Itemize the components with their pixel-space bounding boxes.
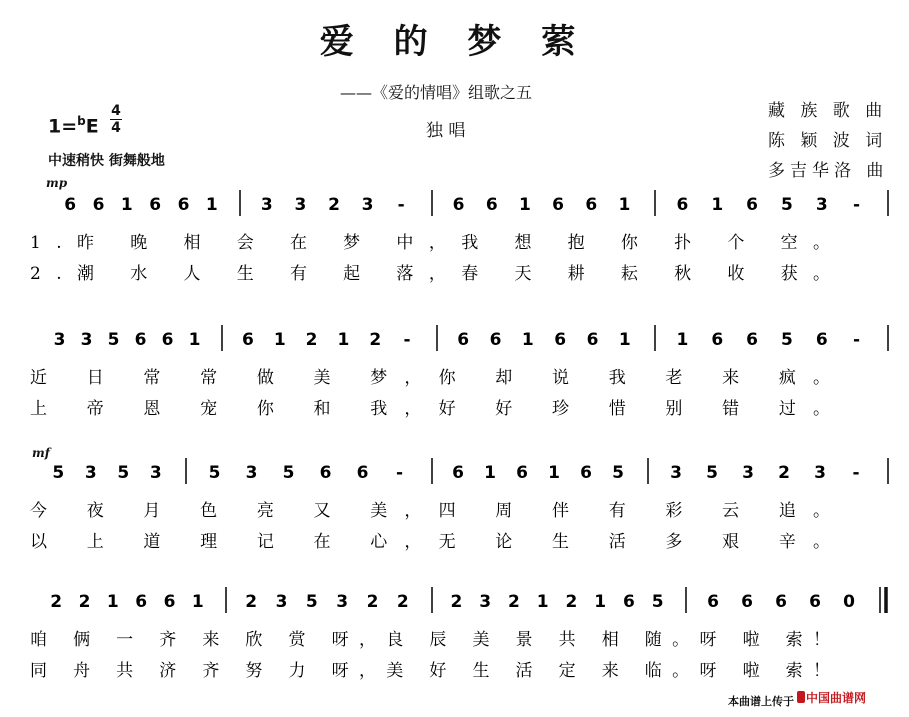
note-digit: 2 [565, 592, 578, 612]
note-digit: 5 [780, 330, 793, 350]
dynamic-mf: mf [32, 446, 50, 460]
flat-sign: b [77, 114, 86, 128]
note-digit: 1 [120, 195, 133, 215]
note-digit: 3 [294, 195, 307, 215]
credit-lyricist: 陈 颖 波 词 [768, 131, 888, 151]
credit-origin: 藏 族 歌 曲 [768, 101, 888, 121]
lyric-line: 今 夜 月 色 亮 又 美，四 周 伴 有 彩 云 追。 [30, 501, 830, 521]
note-digit: 6 [489, 330, 502, 350]
key-prefix: 1= [48, 115, 78, 138]
dynamic-mp: mp [46, 176, 68, 190]
lyric-line: 2.潮 水 人 生 有 起 落，春 天 耕 耘 秋 收 获。 [30, 264, 831, 284]
note-digit: 6 [452, 463, 464, 483]
note-digit: 5 [305, 592, 318, 612]
note-digit: 2 [366, 592, 379, 612]
note-digit: 6 [177, 195, 190, 215]
logo-icon [797, 691, 805, 703]
tempo-marking: 中速稍快 街舞般地 [48, 153, 165, 169]
lyric-line: 上 帝 恩 宠 你 和 我，好 好 珍 惜 别 错 过。 [30, 399, 830, 419]
note-digit: 2 [396, 592, 409, 612]
note-digit: 6 [585, 195, 598, 215]
note-digit: 1 [548, 463, 560, 483]
note-digit: 6 [815, 330, 828, 350]
note-digit: 3 [742, 463, 754, 483]
note-digit: 6 [580, 463, 592, 483]
note-digit: 3 [336, 592, 349, 612]
note-digit: 1 [273, 330, 286, 350]
note-digit: 2 [450, 592, 463, 612]
note-digit: 3 [670, 463, 682, 483]
note-digit: - [395, 463, 404, 483]
lyric-line: 近 日 常 常 做 美 梦，你 却 说 我 老 来 疯。 [30, 368, 830, 388]
note-digit: 6 [163, 592, 176, 612]
note-digit: 1 [618, 330, 631, 350]
site-logo: 中国曲谱网 [806, 691, 867, 705]
note-digit: 6 [741, 592, 753, 612]
note-digit: - [853, 330, 861, 350]
note-digit: 3 [80, 330, 93, 350]
note-digit: 6 [485, 195, 498, 215]
note-digit: 2 [50, 592, 63, 612]
note-digit: - [853, 195, 861, 215]
note-digit: 2 [328, 195, 340, 215]
lyric-line: 以 上 道 理 记 在 心，无 论 生 活 多 艰 辛。 [30, 532, 830, 552]
song-title: 爱 的 梦 萦 [319, 22, 590, 62]
note-digit: 6 [809, 592, 821, 612]
note-digit: 3 [84, 463, 97, 483]
note-digit: 6 [356, 463, 369, 483]
note-digit: 6 [676, 195, 689, 215]
note-digit: 6 [622, 592, 635, 612]
note-digit: 2 [507, 592, 520, 612]
credit-composer: 多吉华洛 曲 [768, 161, 889, 181]
performance-form: 独 唱 [426, 121, 466, 141]
note-digit: - [397, 195, 405, 215]
note-digit: 6 [161, 330, 174, 350]
note-digit: 2 [778, 463, 790, 483]
meter-bottom: 4 [111, 120, 121, 136]
note-digit: 6 [457, 330, 470, 350]
note-digit: 1 [521, 330, 534, 350]
note-digit: 3 [245, 463, 258, 483]
note-digit: 5 [612, 463, 624, 483]
lyric-line: 咱 俩 一 齐 来 欣 赏 呀，良 辰 美 景 共 相 随。呀 啦 索！ [30, 630, 830, 650]
note-digit: 5 [107, 330, 120, 350]
note-digit: - [852, 463, 860, 483]
note-digit: 1 [484, 463, 496, 483]
note-digit: 6 [134, 330, 147, 350]
note-digit: 2 [305, 330, 318, 350]
note-digit: 6 [64, 195, 77, 215]
note-digit: 5 [117, 463, 130, 483]
note-digit: 6 [452, 195, 465, 215]
note-digit: 3 [814, 463, 826, 483]
note-digit: 3 [361, 195, 374, 215]
note-digit: 2 [369, 330, 382, 350]
note-digit: 6 [586, 330, 599, 350]
note-digit: 2 [78, 592, 91, 612]
note-digit: 1 [618, 195, 631, 215]
note-digit: 3 [815, 195, 828, 215]
note-digit: 3 [149, 463, 162, 483]
note-digit: 1 [205, 195, 218, 215]
note-digit: - [403, 330, 411, 350]
note-digit: 3 [275, 592, 288, 612]
song-subtitle: ——《爱的情唱》组歌之五 [340, 83, 533, 102]
note-digit: 2 [245, 592, 258, 612]
note-digit: 3 [53, 330, 66, 350]
note-digit: 6 [707, 592, 719, 612]
note-digit: 1 [191, 592, 204, 612]
lyric-line: 同 舟 共 济 齐 努 力 呀，美 好 生 活 定 来 临。呀 啦 索！ [30, 661, 830, 681]
note-digit: 1 [518, 195, 531, 215]
note-digit: 6 [746, 330, 759, 350]
note-digit: 1 [594, 592, 607, 612]
note-digit: 6 [516, 463, 528, 483]
note-digit: 0 [843, 592, 855, 612]
note-digit: 5 [282, 463, 295, 483]
note-digit: 6 [92, 195, 105, 215]
note-digit: 5 [706, 463, 718, 483]
note-digit: 6 [319, 463, 332, 483]
note-digit: 6 [554, 330, 567, 350]
note-digit: 3 [479, 592, 492, 612]
note-digit: 3 [260, 195, 273, 215]
note-digit: 6 [775, 592, 787, 612]
note-digit: 6 [135, 592, 148, 612]
note-digit: 1 [711, 195, 724, 215]
lyric-line: 1.昨 晚 相 会 在 梦 中，我 想 抱 你 扑 个 空。 [30, 233, 831, 253]
meter-top: 4 [111, 103, 121, 119]
note-digit: 6 [241, 330, 254, 350]
key-note: E [85, 115, 99, 138]
note-digit: 1 [188, 330, 201, 350]
note-digit: 1 [536, 592, 549, 612]
note-digit: 6 [711, 330, 724, 350]
note-digit: 6 [552, 195, 565, 215]
note-digit: 5 [780, 195, 793, 215]
upload-note: 本曲谱上传于 [728, 695, 794, 708]
note-digit: 5 [651, 592, 664, 612]
note-digit: 1 [337, 330, 350, 350]
note-digit: 6 [149, 195, 162, 215]
note-digit: 1 [676, 330, 689, 350]
note-digit: 1 [106, 592, 119, 612]
note-digit: 5 [208, 463, 221, 483]
note-digit: 5 [52, 463, 65, 483]
note-digit: 6 [746, 195, 759, 215]
